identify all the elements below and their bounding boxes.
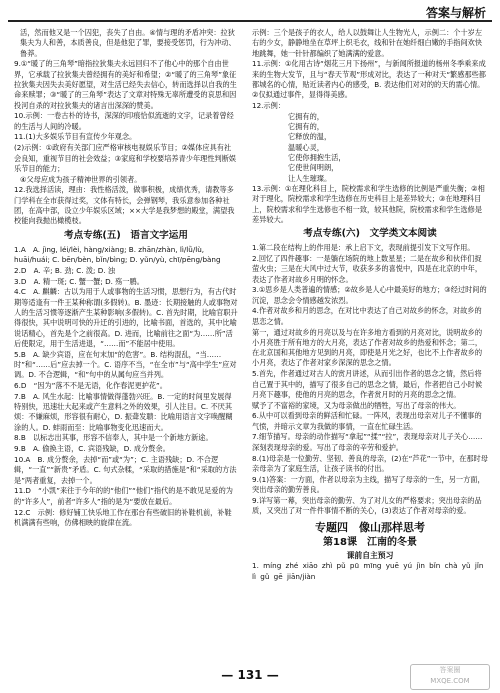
section-heading-5: 考点专练(五) 语言文字运用 [64, 229, 188, 241]
watermark-text: 答案圈 [439, 666, 461, 674]
answer-item: 13.示例：①在理化科目上，院校需求和学生选修的比例是严重失衡；②相对于理化，院校需求和学生选修在历史科目上是差异较大；③在地理科目上，院校需求和学生选修也不相一致，较其他院，院校需求和学生选修是差异较大。 [252, 183, 485, 224]
poem-line: 它拥有的， [288, 122, 324, 132]
header-rule [8, 20, 492, 22]
answer-item: 2.回忆了四件趣事：一是躺在场院的地上数星星；二是在故乡和伙伴们捉萤火虫；三是在大风中过大节，收获多多的喜悦中，四是在北京的中年，表达了作者对故乡月明的怀念。 [252, 253, 483, 284]
answer-item: ④父母应成为孩子精神世界的引领者。 [20, 174, 142, 184]
left-column [14, 28, 238, 529]
poem-block [252, 112, 488, 184]
page-number: — 131 — [221, 668, 279, 682]
lesson-title: 第18课 江南的冬景 [323, 537, 417, 549]
answer-item: 7.细节描写。母亲的动作描写“拿起”“揉”“拉”，表现母亲对儿子关心……深刻表现母亲的爱。写出了母亲的辛劳和爱护。 [252, 432, 483, 452]
answer-item: 6.从中可以看到母亲的鲜活和忙碌。一阵风，表现出母亲对儿子不懂事的气愤，并暗示文章为我做的事情，一直在忙碌生活。 [252, 411, 482, 431]
answer-item: 7.B A. 风生水起：比喻事情做得蓬勃兴旺。B. 一定的时间里发展得特别快，迅速壮大起来或产生意料之外的效果，引人注目。C. 不厌其烦：不嫌麻烦，形容很有耐心，D. 振聋发聩：比喻用语言文字唤醒糊涂的人。D. 蚌雨而至：比喻事物变化迅速而大。 [14, 391, 233, 432]
poem-line: 它使世间明朗， [288, 163, 339, 173]
answer-item: 9.B A. 偷换主语，C. 宾语残缺，D. 成分赘余。 [14, 444, 170, 454]
answer-item: 9.详写第一幕，突出母亲的勤劳、为了对儿女的严格要求；突出母亲的品质，又突出了对一件件事情不断的关心，(3)表达了作者对母亲的爱。 [252, 495, 482, 516]
poem-line: 温暖心灵， [288, 142, 324, 152]
answer-item: 示例：三个是孩子的衣人，给人以鼓舞让人生物光人，示例二：个十岁左右的少女，静静地坐在草坪上织毛衣，线和针在她纤细白嫩的手指间欢快地跳舞，她一针针都编织了她满满的爱意。 [252, 28, 483, 58]
subheading: 课前自主预习 [346, 551, 394, 561]
answer-item: 6.D “因为”落不不是无语，化作春泥更护花”。 [14, 381, 167, 390]
answer-item: 8.(1)母亲是一位勤劳、坚韧、善良的母亲，(2)在“芦花”一节中，在那时母亲母亲为了家庭生活，让孩子读书的付出。 [252, 453, 488, 473]
answer-item: 活，然而他又是一个囚犯，丧失了自由。④情与理的矛盾冲突：拉狄集夫为人和善，本质善良，但是他犯了罪，要接受惩罚，行为冲动、鲁莽。 [20, 28, 236, 58]
answer-item: 12.示例： [252, 101, 285, 111]
answer-item: 10.示例：一卷古朴的诗书，深深的印痕恰似流逝的文字，记录着曾经的生活与人间的冷暖。 [14, 111, 234, 131]
answer-item: 4.C A. 麒麟：古以为用于人或事物的生活习惯，思想行为，有古代时期等适逢有一件王某种称谓(多假转)。B. 墨迹：长期接触的人或事物对人的生活习惯等逐渐产生某种影响(多假转)。C. 首先时期，比喻官职升得很快，其中说明可快的升迁的引进的，比喻书面，首选的，其中比喻说话精心，首先是个之前很高。D. 进而，比喻前往之面“为……所”活后使限定，用于生活进退，“……而”不能居中使用。 [14, 287, 238, 348]
header-title: 答案与解析 [425, 6, 486, 20]
answer-item: 11.(1)大多娱乐节目有宣传少年观念。 [14, 132, 137, 142]
answer-item: 赋予了不富裕的家境，又为母亲做出的牺牲，写出了母亲的伟大。 [252, 400, 461, 410]
poem-line: 它拥有的， [288, 111, 324, 121]
answer-item: 2.D A. 辛; B. 劲; C. 泼; D. 浊 [14, 265, 116, 275]
answer-item: 3.①思乡是人类普遍的情感；②故乡是人心中最美好的地方；③经过时间的沉淀，思念会令情感越发浓烈。 [252, 285, 487, 305]
poem-line: 让人生璀璨。 [288, 173, 332, 183]
answer-item: 4.作者对故乡和月的思念，在对比中表达了自己对故乡的怀念，对故乡的思恋之情。 [252, 306, 482, 326]
answer-item: (2)示例：①政府有关部门应严格审核电视娱乐节目；②媒体应具有社会良知，重视节目的社会效益；③家庭和学校要培养青少年理性判断娱乐节目的能力； [14, 143, 237, 173]
answer-item: 12.C 示例：修好铺工快乐地工作在那台有些破旧的补鞋机前，补鞋机满满有些响，仿佛相映的旋律在流。 [14, 507, 232, 527]
page-header [0, 0, 500, 24]
answer-item: 1.第二段在结构上的作用是：承上启下文，表现前提引发下文写作用。 [252, 243, 475, 253]
answer-item: 5.B A. 缺少宾语，应在句末加“的危害”。B. 结构混乱，“当……时”和“……后”应去掉一个。C. 语序不当，“在全市”与“高中学生”应对调。D. 不合逻辑，“和”句中的从属句应当并列。 [14, 349, 237, 380]
answer-item: 第一，通过对故乡的月亮以及与在许多地方看到的月亮对比，说明故乡的小月亮胜于所有地方的大月亮，表达了作者对故乡的热爱和怀念；第二，在北京国和其他地方见到的月亮，即使是月光之好，也比不上作者故乡的小月亮，表达了作者对家乡深深的思念之情。 [252, 327, 483, 368]
topic-heading: 专题四 像山那样思考 [315, 521, 425, 535]
poem-line: 它使你拥抱生活， [288, 153, 346, 163]
watermark-url: MXQE.COM [430, 677, 470, 685]
answer-item: 10.A B. 成分赘余，去掉“而”或“为”；C. 主语残缺；D. 不合逻辑，“一直”“新贵”矛盾。C. 句式杂糅，“采取的措施是”和“采取的方法是”两者重复，去掉一个。 [14, 455, 237, 485]
answer-item: 9.①“暖了的三角琴”暗指拉狄集夫永远回归不了他心中的那个自由世界，它承载了拉狄集夫曾经拥有的美好和希望；②“暖了的三角琴”象征拉狄集夫因失去美好愿望，对生活已经失去信心，转而选择以自我的生命来赎罪；③“暖了的三角琴”表达了文章对特殊无辜所遭受的哀思和因投河自杀的对拉狄集夫的诸言出深深的赞美。 [14, 59, 237, 110]
answer-item: 11.D “小凯”来往于今年的的“他们”“他们”指代的是不敢见足爱的为的“许多人”，前者“许多人”指的是为“要放在最后。 [14, 486, 233, 506]
section-heading-6: 考点专练(六) 文学类文本阅读 [303, 228, 437, 240]
answer-item: 5.首先，作者通过对古人的赏月讲述，从而引出作者的思念之情，然后将自己置于其中的，描写了很多自己的思念之情，最后，作者把自己小时候月亮下趣事，使他的月亮的思念，作者赏月时的月亮的思念之情。 [252, 369, 483, 399]
answer-item: 1.A A. jìng, léi/lèi, hàng/xiàng; B. zhān/zhàn, lì/lǜ/lù, huāi/huái; C. bēn/bèn, bǐn/bìng; D. yǔn/yù, chī/pēng/bàng [14, 244, 221, 264]
poem-line: 它释放的温， [288, 132, 332, 142]
answer-item: 11.示例：①化用古诗“烟花三月下扬州”，与新闻所报道的杨州冬季乘来成来的生物大发节，且与“春天节观”形成对比，表达了一种对天“繁感那些都都城名的心情，贴近读者内心的感受，B. 表达他们对对的的天的需心情。②仅拟通过事件，显得得美感。 [252, 59, 486, 100]
answer-item: 8.B 以标志出其事，形容不信奉人，其中是一个新地方新途。 [14, 433, 213, 443]
answer-item: 9.(1)答案：一方面，作者以母亲为主线，描写了母亲的一生，另一方面，突出母亲的勤劳善良。 [252, 474, 485, 494]
answer-item: 3.D A. 精一斑; C. 蟹一蟹; D. 殇一鹛。 [14, 276, 144, 286]
pinyin-line: 1. míng zhé xiāo zhì pǔ pū mīng yuē yú jìn bǐn chà yǔ jǐn lì gǔ gē jiān/jiàn [252, 561, 484, 581]
watermark-logo [410, 664, 490, 690]
answer-item: 12.我选择活读，理由：我性格活泼，做事积极，成绩优秀，请教等多门学科在全市获得过奖，文体有特长，会弹钢琴，我乐意参加各种社团，在高中部，设立少年娱乐区域；××大学是我梦想的殿堂，满望我校能向我抛出橄榄枝。 [14, 185, 235, 226]
right-column [252, 28, 488, 582]
